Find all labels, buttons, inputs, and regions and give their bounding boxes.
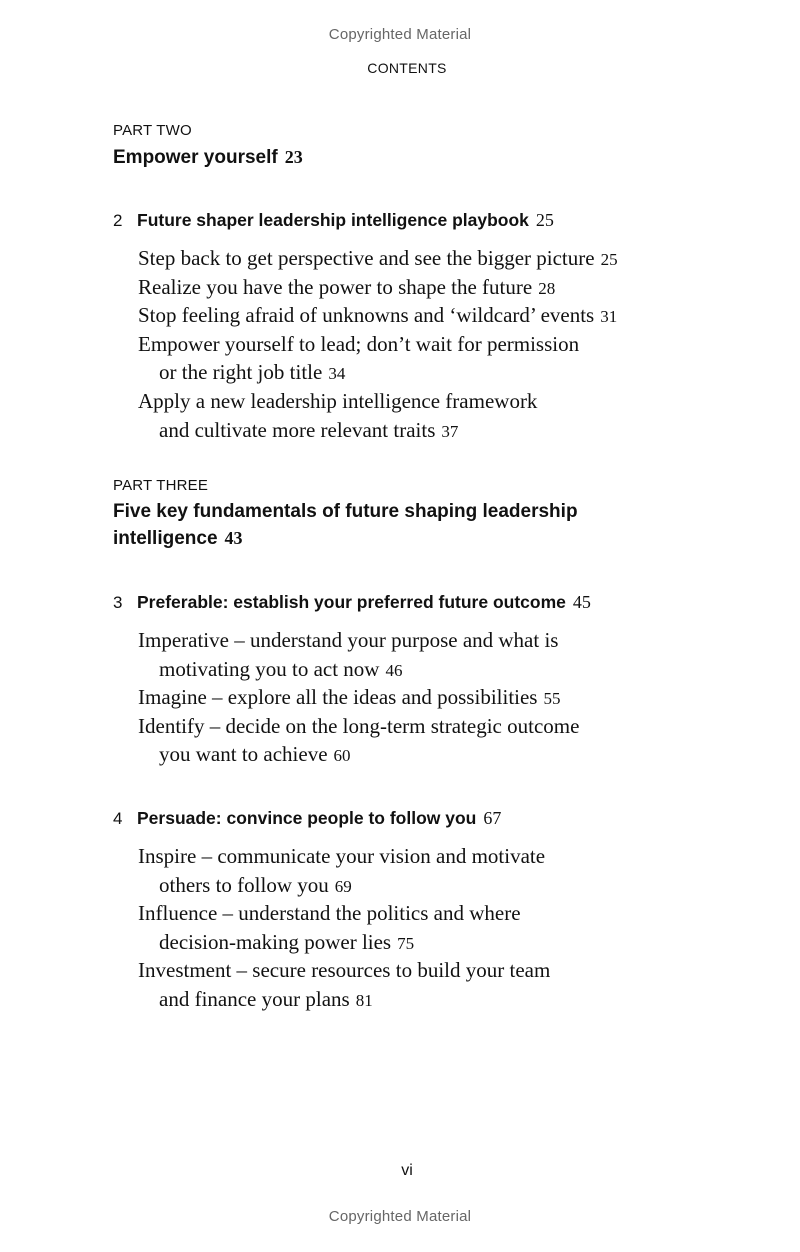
entry-text-continued: and cultivate more relevant traits <box>159 417 436 442</box>
chapter-number: 2 <box>113 211 123 230</box>
entry-text: Realize you have the power to shape the future <box>138 274 533 299</box>
part-three-title-line1: Five key fundamentals of future shaping leadership <box>113 501 578 522</box>
entry-text-continued: others to follow you <box>159 872 329 897</box>
entry-page: 46 <box>385 660 403 680</box>
page-number: vi <box>401 1162 413 1179</box>
part-two-title <box>113 144 303 171</box>
entry-page: 25 <box>600 250 618 269</box>
chapter-2-heading <box>113 210 554 231</box>
entry-text-continued: and finance your plans <box>159 986 350 1011</box>
entry-text-continued: you want to achieve <box>159 742 328 767</box>
chapter-page: 45 <box>572 592 591 612</box>
toc-entry <box>138 301 617 332</box>
toc-entry <box>138 330 579 389</box>
chapter-3-heading <box>113 592 591 613</box>
copyright-watermark-top: Copyrighted Material <box>328 26 472 43</box>
part-three-label: PART THREE <box>113 477 209 494</box>
entry-text: Empower yourself to lead; don’t wait for permission <box>138 331 580 356</box>
copyright-watermark-bottom: Copyrighted Material <box>328 1208 472 1225</box>
chapter-title: Preferable: establish your preferred future outcome <box>137 592 566 612</box>
entry-text: Imagine – explore all the ideas and possibilities <box>138 685 538 710</box>
chapter-4-heading <box>113 808 501 829</box>
toc-entry <box>138 712 579 771</box>
chapter-page: 67 <box>483 808 502 828</box>
entry-text: Investment – secure resources to build your team <box>138 958 551 982</box>
entry-text: Step back to get perspective and see the bigger picture <box>138 246 595 270</box>
toc-entry <box>138 244 618 275</box>
entry-text: Stop feeling afraid of unknowns and ‘wildcard’ events <box>138 303 595 328</box>
chapter-number: 3 <box>113 593 123 612</box>
running-head: CONTENTS <box>367 60 447 76</box>
entry-text: Identify – decide on the long-term strategic outcome <box>138 713 580 738</box>
entry-page: 28 <box>538 278 556 298</box>
entry-text: Imperative – understand your purpose and what is <box>138 628 559 652</box>
part-three-title-line2: intelligence <box>113 528 218 549</box>
entry-page: 69 <box>334 876 352 896</box>
chapter-title: Persuade: convince people to follow you <box>137 808 477 828</box>
entry-text-continued: motivating you to act now <box>159 656 380 681</box>
chapter-number: 4 <box>113 809 123 828</box>
toc-entry <box>138 842 545 901</box>
part-three-title <box>113 498 578 552</box>
toc-entry <box>138 956 550 1015</box>
part-two-page: 23 <box>284 147 303 167</box>
part-three-page: 43 <box>224 528 243 548</box>
part-two-title-text: Empower yourself <box>113 147 278 168</box>
entry-page: 60 <box>333 746 351 766</box>
part-two-label: PART TWO <box>113 122 192 139</box>
entry-text: Apply a new leadership intelligence framework <box>138 389 538 413</box>
entry-page: 81 <box>355 990 373 1010</box>
toc-entry <box>138 626 558 685</box>
entry-text: Influence – understand the politics and where <box>138 901 521 925</box>
chapter-title: Future shaper leadership intelligence playbook <box>137 210 529 230</box>
entry-page: 31 <box>600 307 618 327</box>
toc-entry <box>138 387 537 446</box>
entry-page: 34 <box>328 364 346 384</box>
entry-page: 55 <box>543 689 561 709</box>
entry-text-continued: or the right job title <box>159 360 323 385</box>
entry-text: Inspire – communicate your vision and motivate <box>138 844 546 868</box>
toc-entry <box>138 683 560 714</box>
toc-entry <box>138 899 521 958</box>
toc-entry <box>138 273 555 304</box>
entry-text-continued: decision-making power lies <box>159 929 392 954</box>
entry-page: 37 <box>441 421 459 441</box>
entry-page: 75 <box>397 933 415 953</box>
chapter-page: 25 <box>535 210 554 230</box>
